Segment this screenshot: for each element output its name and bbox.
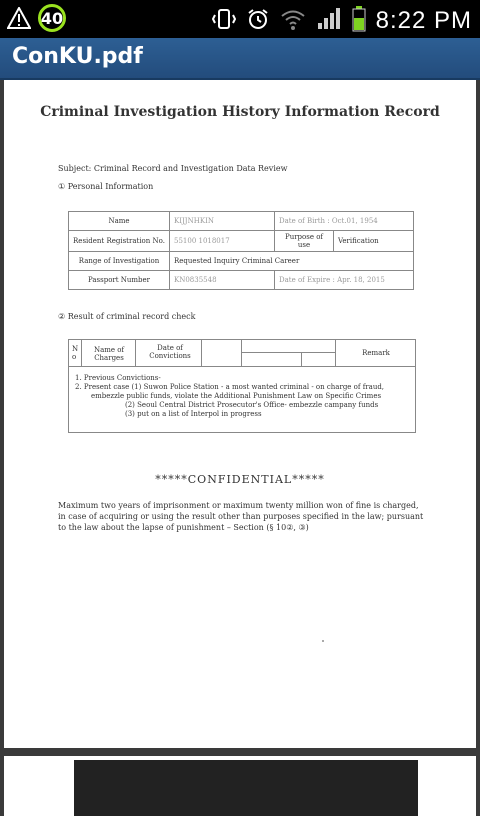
dob-label: Date of Birth (279, 217, 326, 225)
name-value: KIJJNHKIN (170, 212, 275, 231)
record-table-header (69, 340, 415, 367)
signal-icon (316, 7, 342, 35)
confidential-banner: *****CONFIDENTIAL***** (155, 473, 325, 486)
legal-notice: Maximum two years of imprisonment or maximum twenty million won of fine is charged, in case of acquiring or using the result other than purposes specified in the law; pursuant to the law about the lapse of punishment – Section (§ 10②, ③) (58, 501, 424, 532)
app-title-bar (0, 38, 480, 80)
alarm-icon (246, 7, 270, 35)
col-no: N o (72, 345, 79, 361)
record-line-2: 2. Present case (1) Suwon Police Station - a most wanted criminal - on charge of fraud, (75, 383, 385, 391)
col-charges: Name of Charges (93, 346, 125, 362)
passport-label: Passport Number (69, 271, 170, 290)
col-remark: Remark (362, 349, 390, 357)
record-line-1: 1. Previous Convictions- (75, 374, 161, 382)
pdf-viewer[interactable] (0, 80, 480, 800)
record-line-4: (2) Seoul Central District Prosecutor's Office- embezzle campany funds (125, 401, 379, 409)
warning-icon (6, 5, 32, 31)
criminal-record-table (68, 339, 416, 433)
record-line-5: (3) put on a list of Interpol in progress (125, 410, 262, 418)
vibrate-icon (212, 7, 236, 35)
pdf-page[interactable] (4, 80, 476, 748)
notification-count-badge: 40 (38, 4, 66, 32)
wifi-icon (280, 7, 306, 35)
next-pdf-page[interactable] (4, 756, 476, 816)
subject-line: Subject: Criminal Record and Investigation Data Review (58, 164, 288, 173)
range-value: Requested Inquiry Criminal Career (170, 252, 414, 271)
expiry-value: Apr. 18, 2015 (337, 276, 385, 284)
rrn-label: Resident Registration No. (69, 231, 170, 252)
range-label: Range of Investigation (69, 252, 170, 271)
personal-info-table: Name KIJJNHKIN Date of Birth : Oct.01, 1954 Resident Registration No. 55100 1018017 Purpose of use Verification Range of Investigation Requested Inquiry Criminal Career Passport Number KN0835548 Date of Expire : Apr. 18, 2015 (68, 211, 414, 290)
rrn-value: 55100 1018017 (170, 231, 275, 252)
file-title: ConKU.pdf (12, 44, 143, 69)
passport-value: KN0835548 (170, 271, 275, 290)
next-page-dark-block (74, 760, 418, 816)
status-bar (0, 0, 480, 38)
section-personal-heading: ① Personal Information (58, 182, 154, 191)
battery-icon (352, 6, 366, 36)
section-record-heading: ② Result of criminal record check (58, 312, 196, 321)
purpose-value: Verification (334, 231, 414, 252)
document-title: Criminal Investigation History Information Record (40, 104, 440, 120)
col-convictions-date: Date of Convictions (149, 344, 191, 360)
expiry-label: Date of Expire (279, 276, 331, 284)
name-label: Name (69, 212, 170, 231)
scan-speck (322, 640, 324, 642)
purpose-label: Purpose of use (275, 231, 334, 252)
dob-value: Oct.01, 1954 (331, 217, 378, 225)
record-line-3: embezzle public funds, violate the Additional Punishment Law on Specific Crimes (91, 392, 382, 400)
clock: 8:22 PM (375, 7, 472, 34)
